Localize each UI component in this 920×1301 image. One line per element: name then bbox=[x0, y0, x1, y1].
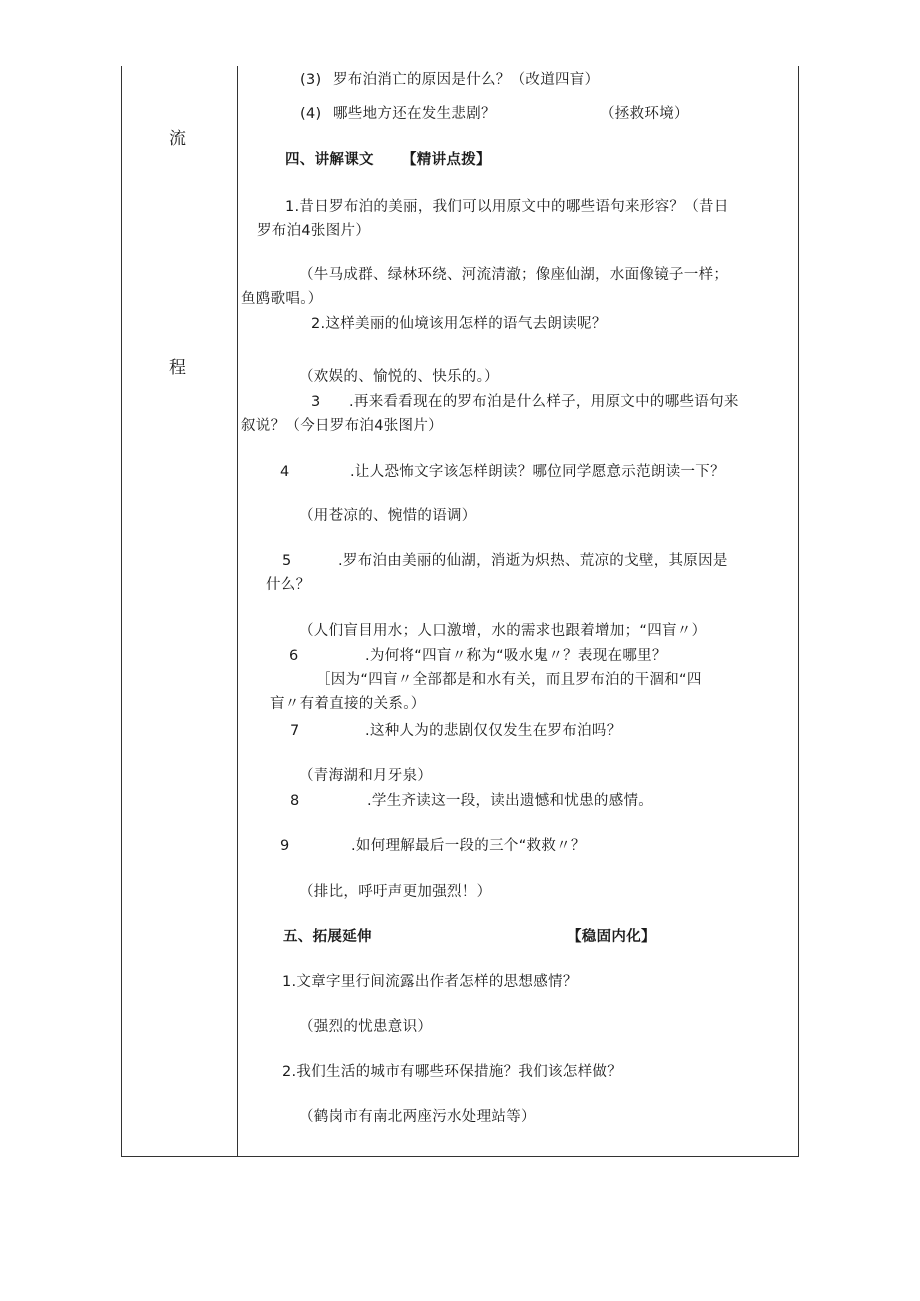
answer-5: （人们盲目用水；人口激增，水的需求也跟着增加；“四盲〃） bbox=[299, 623, 707, 639]
item-8-number: 8 bbox=[290, 793, 300, 809]
section-5-tag: 【稳固内化】 bbox=[567, 929, 656, 945]
item-5-line2: 什么？ bbox=[266, 577, 311, 593]
item-9-number: 9 bbox=[280, 838, 290, 854]
item-2: 2.这样美丽的仙境该用怎样的语气去朗读呢？ bbox=[311, 316, 607, 332]
item-3-line1: .再来看看现在的罗布泊是什么样子，用原文中的哪些语句来 bbox=[349, 394, 739, 410]
item-3-line2: 叙说？（今日罗布泊4张图片） bbox=[241, 418, 443, 434]
item-8-text: .学生齐读这一段，读出遗憾和忧患的感情。 bbox=[367, 793, 654, 809]
item-7-text: .这种人为的悲剧仅仅发生在罗布泊吗？ bbox=[365, 723, 622, 739]
item-1-line2: 罗布泊4张图片） bbox=[257, 223, 371, 239]
item-6-number: 6 bbox=[289, 648, 299, 664]
section-4-title: 四、讲解课文 bbox=[285, 152, 374, 168]
item-6-text: .为何将“四盲〃称为“吸水鬼〃？表现在哪里？ bbox=[365, 648, 667, 664]
answer-4: （用苍凉的、惋惜的语调） bbox=[299, 508, 477, 524]
question-3-text: 罗布泊消亡的原因是什么？（改道四盲） bbox=[333, 72, 600, 88]
answer-2: （欢娱的、愉悦的、快乐的。） bbox=[299, 369, 499, 385]
extension-answer-2: （鹤岗市有南北两座污水处理站等） bbox=[299, 1109, 536, 1125]
extension-2: 2.我们生活的城市有哪些环保措施？我们该怎样做？ bbox=[282, 1064, 623, 1080]
item-5-line1: .罗布泊由美丽的仙湖，消逝为炽热、荒凉的戈壁，其原因是 bbox=[338, 553, 728, 569]
answer-6-line1: ［因为“四盲〃全部都是和水有关，而且罗布泊的干涸和“四 bbox=[316, 672, 702, 688]
answer-9: （排比，呼吁声更加强烈！） bbox=[299, 884, 492, 900]
table-divider bbox=[237, 66, 238, 1157]
question-3-label: (3) bbox=[300, 72, 322, 88]
side-label-bottom: 程 bbox=[169, 358, 186, 378]
item-4-number: 4 bbox=[280, 464, 290, 480]
extension-answer-1: （强烈的忧患意识） bbox=[299, 1019, 433, 1035]
question-4-answer: （拯救环境） bbox=[600, 106, 689, 122]
extension-1: 1.文章字里行间流露出作者怎样的思想感情？ bbox=[282, 974, 578, 990]
item-9-text: .如何理解最后一段的三个“救救〃？ bbox=[351, 838, 586, 854]
question-4-text: 哪些地方还在发生悲剧？ bbox=[333, 106, 496, 122]
section-5-title: 五、拓展延伸 bbox=[283, 929, 372, 945]
item-4-text: .让人恐怖文字该怎样朗读？哪位同学愿意示范朗读一下？ bbox=[350, 464, 725, 480]
answer-1-line1: （牛马成群、绿林环绕、河流清澈；像座仙湖，水面像镜子一样； bbox=[299, 267, 729, 283]
item-7-number: 7 bbox=[290, 723, 300, 739]
table-bottom-border bbox=[121, 1156, 799, 1157]
table-left-border bbox=[121, 66, 122, 1157]
table-right-border bbox=[798, 66, 799, 1157]
item-5-number: 5 bbox=[282, 553, 292, 569]
question-4-label: (4) bbox=[300, 106, 322, 122]
item-1-line1: 1.昔日罗布泊的美丽，我们可以用原文中的哪些语句来形容？（昔日 bbox=[285, 199, 729, 215]
answer-7: （青海湖和月牙泉） bbox=[299, 768, 433, 784]
side-label-top: 流 bbox=[169, 129, 186, 149]
item-3-number: 3 bbox=[311, 394, 321, 410]
answer-1-line2: 鱼鸥歌唱。） bbox=[241, 291, 323, 307]
answer-6-line2: 盲〃有着直接的关系。） bbox=[270, 696, 426, 712]
section-4-tag: 【精讲点拨】 bbox=[402, 152, 491, 168]
